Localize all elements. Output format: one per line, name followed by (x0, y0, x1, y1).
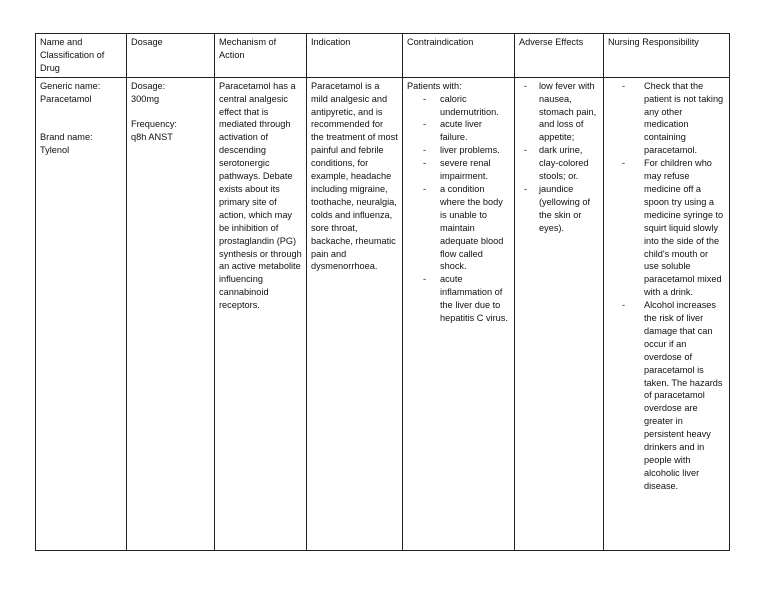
indication-cell: Paracetamol is a mild analgesic and antipyretic, and is recommended for the treatment of most painful and febrile conditions, for example, headache including migraine, toothache, neuralgia, colds and influenza, sore throat, backache, rheumatic pain and dysmenorrhoea. (307, 77, 403, 550)
name-cell (36, 77, 127, 550)
list-item: - acute liver failure. (407, 118, 510, 144)
mechanism-cell: Paracetamol has a central analgesic effect that is mediated through activation of descending serotonergic pathways. Debate exists about its primary site of action, which may be inhibition of prostaglandin (PG) synthesis or through an active metabolite influencing cannabinoid receptors. (215, 77, 307, 550)
header-row (36, 34, 730, 78)
brand-name-value: Tylenol (40, 145, 70, 156)
nursing-list (608, 80, 725, 493)
brand-name-label: Brand name: (40, 132, 93, 143)
header-nursing-responsibility: Nursing Responsibility (604, 34, 730, 78)
dosage-label: Dosage: (131, 80, 166, 91)
header-mechanism: Mechanism of Action (215, 34, 307, 78)
nursing-responsibility-cell (604, 77, 730, 550)
list-item: - Check that the patient is not taking any other medication containing paracetamol. (608, 80, 725, 157)
list-item: - severe renal impairment. (407, 157, 510, 183)
drug-study-table (35, 33, 730, 551)
header-contraindication: Contraindication (403, 34, 515, 78)
list-item: - liver problems. (407, 144, 510, 157)
header-dosage: Dosage (127, 34, 215, 78)
list-item: - low fever with nausea, stomach pain, and loss of appetite; (519, 80, 599, 145)
table-row (36, 77, 730, 550)
list-item: - a condition where the body is unable to maintain adequate blood flow called shock. (407, 183, 510, 273)
contraindication-list (407, 93, 510, 325)
list-item: - For children who may refuse medicine off a spoon try using a medicine syringe to squirt liquid slowly into the side of the child's mouth or use soluble paracetamol mixed with a drink. (608, 157, 725, 299)
dosage-value: 300mg (131, 93, 160, 104)
list-item: - acute inflammation of the liver due to hepatitis C virus. (407, 273, 510, 325)
frequency-label: Frequency: (131, 119, 177, 130)
adverse-effects-list (519, 80, 599, 235)
generic-name-value: Paracetamol (40, 93, 92, 104)
header-adverse-effects: Adverse Effects (515, 34, 604, 78)
frequency-value: q8h ANST (131, 132, 173, 143)
list-item: - dark urine, clay-colored stools; or. (519, 144, 599, 183)
generic-name-label: Generic name: (40, 80, 101, 91)
header-indication: Indication (307, 34, 403, 78)
list-item: - Alcohol increases the risk of liver damage that can occur if an overdose of paracetamol is taken. The hazards of paracetamol overdose are greater in persistent heavy drinkers and in people with alcoholic liver disease. (608, 299, 725, 493)
contraindication-cell (403, 77, 515, 550)
adverse-effects-cell (515, 77, 604, 550)
dosage-cell (127, 77, 215, 550)
header-name-classification: Name and Classification of Drug (36, 34, 127, 78)
list-item: - caloric undernutrition. (407, 93, 510, 119)
list-item: - jaundice (yellowing of the skin or eyes). (519, 183, 599, 235)
contraindication-intro: Patients with: (407, 80, 462, 91)
